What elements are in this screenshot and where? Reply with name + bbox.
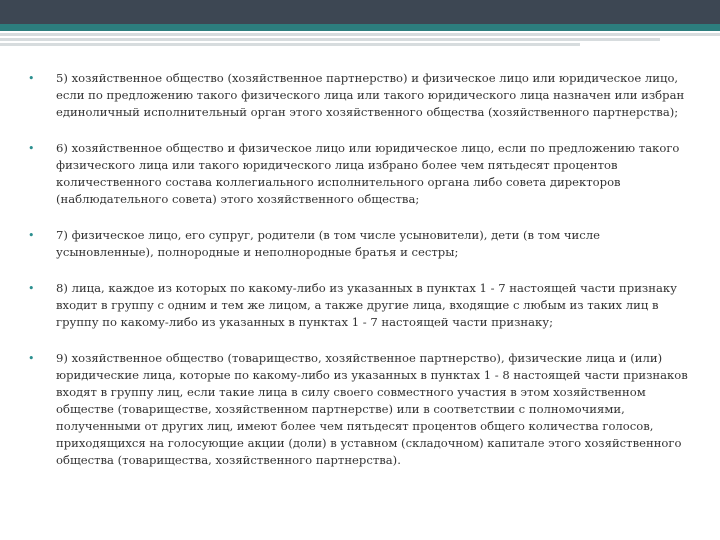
- slide-accent-stripe: [0, 24, 720, 31]
- list-item: [28, 280, 692, 331]
- bullet-icon: •: [28, 229, 35, 242]
- list-item-text: 8) лица, каждое из которых по какому-либо из указанных в пунктах 1 - 7 настоящей части признаку входит в группу с одним и тем же лицом, а также другие лица, входящие с любым из таких лиц в группу по какому-либо из указанных в пунктах 1 - 7 настоящей части признаку;: [56, 281, 677, 329]
- bullet-icon: •: [28, 352, 35, 365]
- list-item: [28, 140, 692, 208]
- bullet-icon: •: [28, 142, 35, 155]
- list-item-text: 9) хозяйственное общество (товарищество, хозяйственное партнерство), физические лица и (или) юридические лица, которые по какому-либо из указанных в пунктах 1 - 8 настоящей части признаков входят в группу лиц, если такие лица в силу своего совместного участия в этом хозяйственном обществе (товариществе, хозяйственном партнерстве) или в соответствии с полномочиями, полученными от других лиц, имеют более чем пятьдесят процентов общего количества голосов, приходящихся на голосующие акции (доли) в уставном (складочном) капитале этого хозяйственного общества (товарищества, хозяйственного партнерства).: [56, 351, 688, 467]
- slide-body: [28, 70, 692, 488]
- list-item: [28, 70, 692, 121]
- list-item-text: 7) физическое лицо, его супруг, родители (в том числе усыновители), дети (в том числе усыновленные), полнородные и неполнородные братья и сестры;: [56, 228, 600, 259]
- bullet-icon: •: [28, 72, 35, 85]
- slide-decorative-lines: [0, 31, 720, 45]
- bullet-icon: •: [28, 282, 35, 295]
- list-item-text: 5) хозяйственное общество (хозяйственное партнерство) и физическое лицо или юридическое лицо, если по предложению такого физического лица или такого юридического лица назначен или избран единоличный исполнительный орган этого хозяйственного общества (хозяйственного партнерства);: [56, 71, 685, 119]
- list-item-text: 6) хозяйственное общество и физическое лицо или юридическое лицо, если по предложению такого физического лица или такого юридического лица избрано более чем пятьдесят процентов количественного состава коллегиального исполнительного органа либо совета директоров (наблюдательного совета) этого хозяйственного общества;: [56, 141, 680, 206]
- list-item: [28, 350, 692, 469]
- list-item: [28, 227, 692, 261]
- slide-header-band: [0, 0, 720, 24]
